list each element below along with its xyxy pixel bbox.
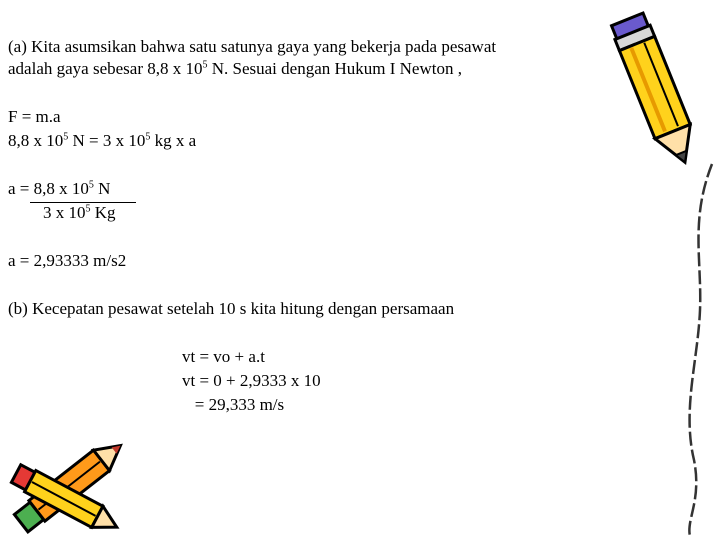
- pencil-clipart-large: [600, 0, 710, 175]
- numerator-text: a = 8,8 x 10: [8, 179, 89, 198]
- exponent: 5: [63, 131, 69, 143]
- substitution-right: kg x a: [150, 131, 197, 150]
- denominator-text: 3 x 10: [43, 203, 86, 222]
- part-a-line-2: [8, 59, 462, 79]
- substitution-left: 8,8 x 10: [8, 131, 64, 150]
- newton-formula: F = m.a: [8, 107, 61, 126]
- denominator-unit: Kg: [90, 203, 116, 222]
- pencil-clipart-small: [0, 430, 145, 540]
- numerator-unit: N: [93, 179, 111, 198]
- velocity-result: = 29,333 m/s: [182, 395, 285, 414]
- substitution-equation: [8, 131, 196, 151]
- part-a-line-2-text: adalah gaya sebesar 8,8 x 10: [8, 59, 203, 78]
- fraction-numerator: [8, 179, 110, 199]
- decorative-wavy-line: [672, 160, 720, 540]
- fraction-denominator: [43, 203, 116, 223]
- part-b-line-1: (b) Kecepatan pesawat setelah 10 s kita hitung dengan persamaan: [8, 299, 455, 318]
- velocity-equation-1: vt = vo + a.t: [182, 347, 265, 366]
- exponent: 5: [145, 131, 151, 143]
- velocity-equation-2: vt = 0 + 2,9333 x 10: [182, 371, 321, 390]
- exponent: 5: [88, 179, 94, 191]
- substitution-middle: N = 3 x 10: [68, 131, 146, 150]
- exponent: 5: [85, 203, 91, 215]
- acceleration-result: a = 2,93333 m/s2: [8, 251, 127, 270]
- part-a-line-1: (a) Kita asumsikan bahwa satu satunya gaya yang bekerja pada pesawat: [8, 37, 497, 56]
- part-a-line-2-tail: N. Sesuai dengan Hukum I Newton ,: [207, 59, 462, 78]
- exponent: 5: [202, 59, 208, 71]
